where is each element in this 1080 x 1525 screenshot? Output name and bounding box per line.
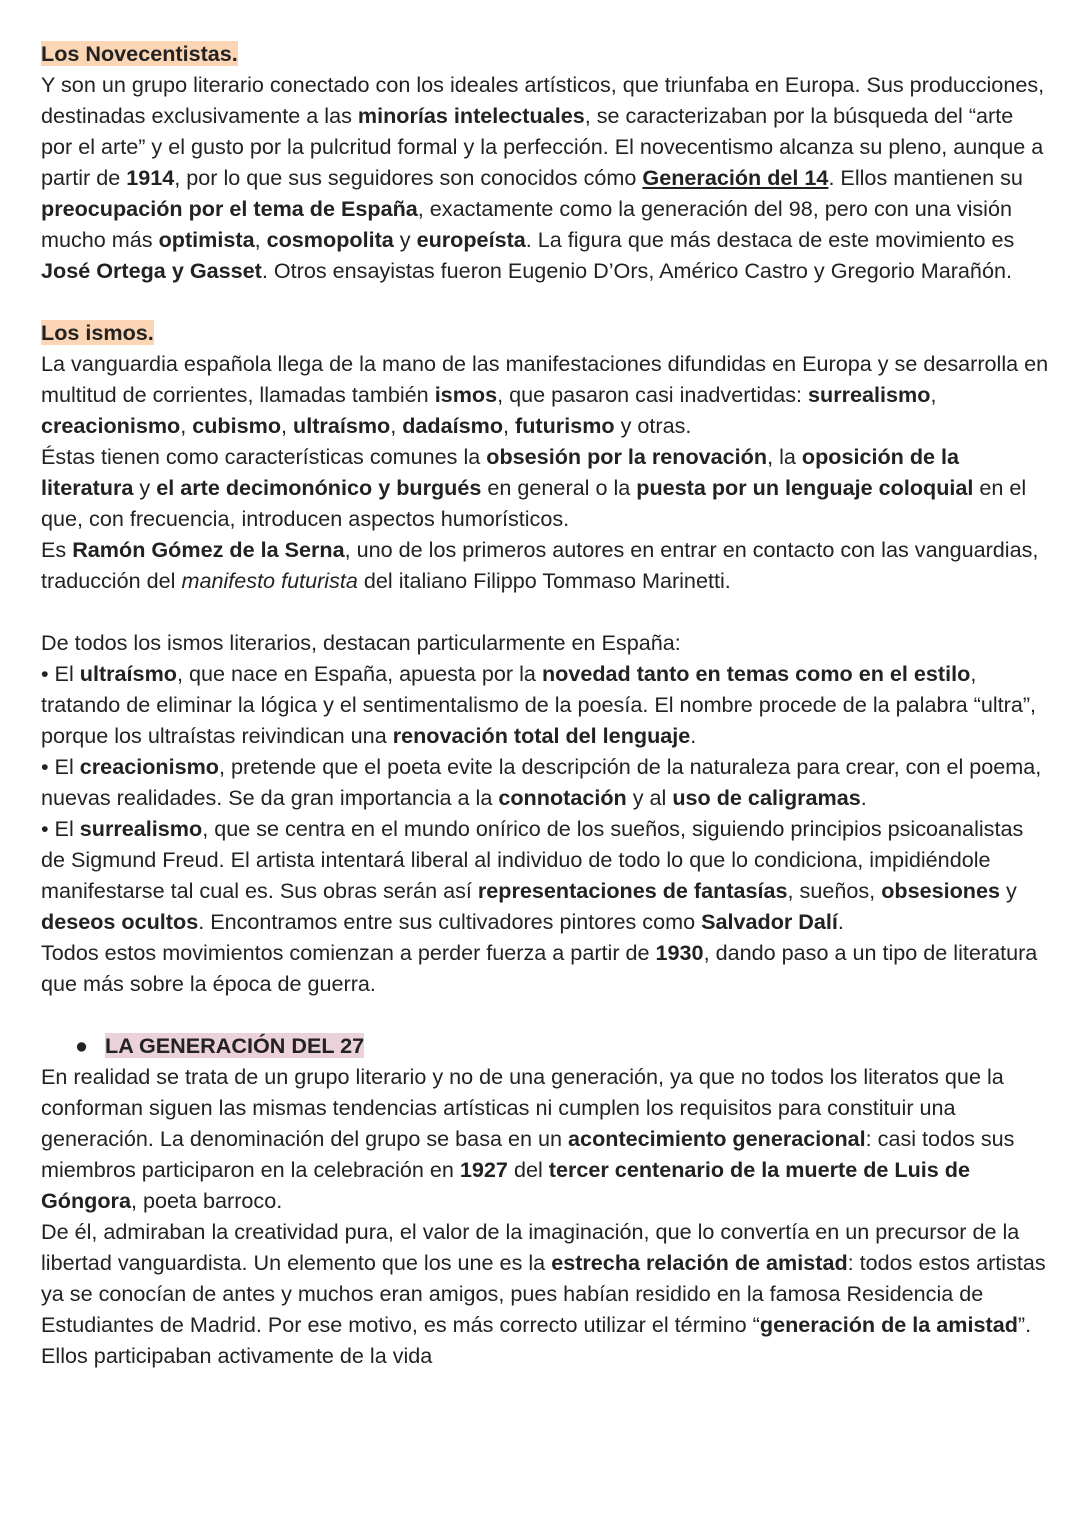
section-generacion-27 xyxy=(41,1030,1050,1371)
bold-run: cosmopolita xyxy=(266,227,394,252)
paragraph-ismos-1 xyxy=(41,348,1050,441)
text-run: , poeta barroco. xyxy=(130,1188,283,1213)
text-run: , xyxy=(930,382,937,407)
list-item-ultraismo xyxy=(41,658,1050,751)
text-run: , xyxy=(281,413,294,438)
text-run: . Encontramos entre sus cultivadores pintores como xyxy=(198,909,702,934)
text-run: , se caracterizaban por la búsqueda del “arte por el arte” y el gusto por la pulcritud formal y la perfección. El novecentismo alcanza su pleno, aunque a partir de xyxy=(41,103,1044,190)
text-run: . Ellos mantienen su xyxy=(828,165,1023,190)
section-heading-novecentistas xyxy=(41,38,1050,69)
section-heading-ismos xyxy=(41,317,1050,348)
bold-run: surrealismo xyxy=(79,816,203,841)
italic-run: manifesto futurista xyxy=(181,568,358,593)
bold-run: preocupación por el tema de España xyxy=(41,196,418,221)
text-run: • El xyxy=(41,661,80,686)
text-run: , xyxy=(180,413,193,438)
bullet-icon: ● xyxy=(75,1033,89,1058)
heading-highlight: Los Novecentistas. xyxy=(41,41,238,66)
text-run: Y son un grupo literario conectado con los ideales artísticos, que triunfaba en Europa. Sus producciones, destinadas exclusivamente a las xyxy=(41,72,1045,128)
paragraph-novecentistas xyxy=(41,69,1050,286)
bold-run: generación de la amistad xyxy=(759,1312,1018,1337)
paragraph-ismos-2 xyxy=(41,441,1050,534)
bold-run: acontecimiento generacional xyxy=(568,1126,866,1151)
text-run: Éstas tienen como características comunes la xyxy=(41,444,487,469)
text-run: . xyxy=(860,785,867,810)
text-run: De él, admiraban la creatividad pura, el valor de la imaginación, que lo convertía en un precursor de la libertad vanguardista. Un elemento que los une es la xyxy=(41,1219,1020,1275)
text-run: , xyxy=(254,227,267,252)
paragraph-generacion-27-1 xyxy=(41,1061,1050,1216)
section-ismos xyxy=(41,317,1050,999)
bold-run: 1914 xyxy=(126,165,175,190)
bold-run: ultraísmo xyxy=(293,413,391,438)
bold-run: minorías intelectuales xyxy=(357,103,585,128)
text-run: , que pasaron casi inadvertidas: xyxy=(497,382,809,407)
bold-run: surrealismo xyxy=(808,382,931,407)
text-run: : casi todos sus miembros participaron en la celebración en xyxy=(41,1126,1015,1182)
text-run: , xyxy=(390,413,403,438)
bold-run: europeísta xyxy=(416,227,526,252)
text-run: . xyxy=(690,723,697,748)
bold-run: representaciones de fantasías xyxy=(477,878,788,903)
text-run: , pretende que el poeta evite la descripción de la naturaleza para crear, con el poema, nuevas realidades. Se da gran importancia a la xyxy=(41,754,1042,810)
bold-run: el arte decimonónico y burgués xyxy=(156,475,482,500)
paragraph-ismos-4: De todos los ismos literarios, destacan particularmente en España: xyxy=(41,630,681,655)
bold-run: estrecha relación de amistad xyxy=(551,1250,848,1275)
paragraph-ismos-5 xyxy=(41,937,1050,999)
text-run: . xyxy=(837,909,844,934)
text-run: , la xyxy=(767,444,802,469)
bold-run: Salvador Dalí xyxy=(701,909,838,934)
text-run: , uno de los primeros autores en entrar en contacto con las vanguardias, traducción del xyxy=(41,537,1039,593)
bold-run: 1927 xyxy=(459,1157,508,1182)
paragraph-ismos-3 xyxy=(41,534,1050,596)
bold-underlined-run: Generación del 14 xyxy=(642,165,829,190)
text-run: • El xyxy=(41,816,80,841)
text-run: , sueños, xyxy=(787,878,882,903)
paragraph-generacion-27-2 xyxy=(41,1216,1050,1371)
bold-run: ismos xyxy=(434,382,498,407)
bold-run: cubismo xyxy=(192,413,282,438)
text-run: del xyxy=(507,1157,549,1182)
bold-run: Ramón Gómez de la Serna xyxy=(72,537,345,562)
text-run: ”. Ellos participaban activamente de la vida xyxy=(41,1312,1032,1368)
text-run: y otras. xyxy=(614,413,692,438)
heading-highlight: Los ismos. xyxy=(41,320,154,345)
bold-run: creacionismo xyxy=(79,754,219,779)
bold-run: puesta por un lenguaje coloquial xyxy=(636,475,974,500)
text-run: . La figura que más destaca de este movimiento es xyxy=(525,227,1015,252)
bold-run: obsesión por la renovación xyxy=(486,444,768,469)
text-run: La vanguardia española llega de la mano de las manifestaciones difundidas en Europa y se desarrolla en multitud de corrientes, llamadas también xyxy=(41,351,1049,407)
paragraph-gap xyxy=(41,286,1050,317)
text-run: y al xyxy=(626,785,673,810)
bold-run: futurismo xyxy=(515,413,615,438)
bold-run: novedad tanto en temas como en el estilo xyxy=(541,661,971,686)
paragraph-gap xyxy=(41,596,1050,627)
paragraph-gap xyxy=(41,999,1050,1030)
text-run: en general o la xyxy=(481,475,637,500)
bold-run: uso de caligramas xyxy=(672,785,861,810)
text-run: , por lo que sus seguidores son conocidos cómo xyxy=(174,165,643,190)
text-run: . Otros ensayistas fueron Eugenio D’Ors, Américo Castro y Gregorio Marañón. xyxy=(261,258,1012,283)
heading-highlight: LA GENERACIÓN DEL 27 xyxy=(105,1033,365,1058)
text-run: En realidad se trata de un grupo literario y no de una generación, ya que no todos los literatos que la conforman siguen las mismas tendencias artísticas ni cumplen los requisitos para constituir una generación. La denominación del grupo se basa en un xyxy=(41,1064,1004,1151)
section-novecentistas xyxy=(41,38,1050,286)
bold-run: obsesiones xyxy=(881,878,1000,903)
bold-run: creacionismo xyxy=(41,413,181,438)
bold-run: dadaísmo xyxy=(402,413,504,438)
bold-run: ultraísmo xyxy=(79,661,177,686)
text-run: Todos estos movimientos comienzan a perder fuerza a partir de xyxy=(41,940,656,965)
bold-run: 1930 xyxy=(655,940,704,965)
text-run: , tratando de eliminar la lógica y el sentimentalismo de la poesía. El nombre procede de la palabra “ultra”, porque los ultraístas reivindican una xyxy=(41,661,1037,748)
text-run: en el que, con frecuencia, introducen aspectos humorísticos. xyxy=(41,475,1027,531)
text-run: , dando paso a un tipo de literatura que más sobre la época de guerra. xyxy=(41,940,1038,996)
text-run: , que se centra en el mundo onírico de los sueños, siguiendo principios psicoanalistas de Sigmund Freud. El artista intentará liberal al individuo de todo lo que lo condiciona, impidiéndole manifestarse tal cual es. Sus obras serán así xyxy=(41,816,1024,903)
list-item-surrealismo xyxy=(41,813,1050,937)
text-run: , que nace en España, apuesta por la xyxy=(176,661,542,686)
bold-run: deseos ocultos xyxy=(41,909,199,934)
bold-run: connotación xyxy=(498,785,627,810)
text-run: del italiano Filippo Tommaso Marinetti. xyxy=(357,568,731,593)
text-run: y xyxy=(393,227,417,252)
text-run: y xyxy=(1000,878,1017,903)
bold-run: José Ortega y Gasset xyxy=(41,258,262,283)
bold-run: tercer centenario de la muerte de Luis de Góngora xyxy=(41,1157,971,1213)
text-run: Es xyxy=(41,537,73,562)
section-heading-generacion-27 xyxy=(41,1030,1050,1061)
bold-run: optimista xyxy=(158,227,255,252)
bold-run: oposición de la literatura xyxy=(41,444,960,500)
text-run: : todos estos artistas ya se conocían de antes y muchos eran amigos, pues habían residido en la famosa Residencia de Estudiantes de Madrid. Por ese motivo, es más correcto utilizar el término “ xyxy=(41,1250,1046,1337)
text-run: , exactamente como la generación del 98, pero con una visión mucho más xyxy=(41,196,1012,252)
text-run: y xyxy=(133,475,157,500)
list-item-creacionismo xyxy=(41,751,1050,813)
text-run: • El xyxy=(41,754,80,779)
text-run: , xyxy=(503,413,516,438)
bold-run: renovación total del lenguaje xyxy=(392,723,691,748)
